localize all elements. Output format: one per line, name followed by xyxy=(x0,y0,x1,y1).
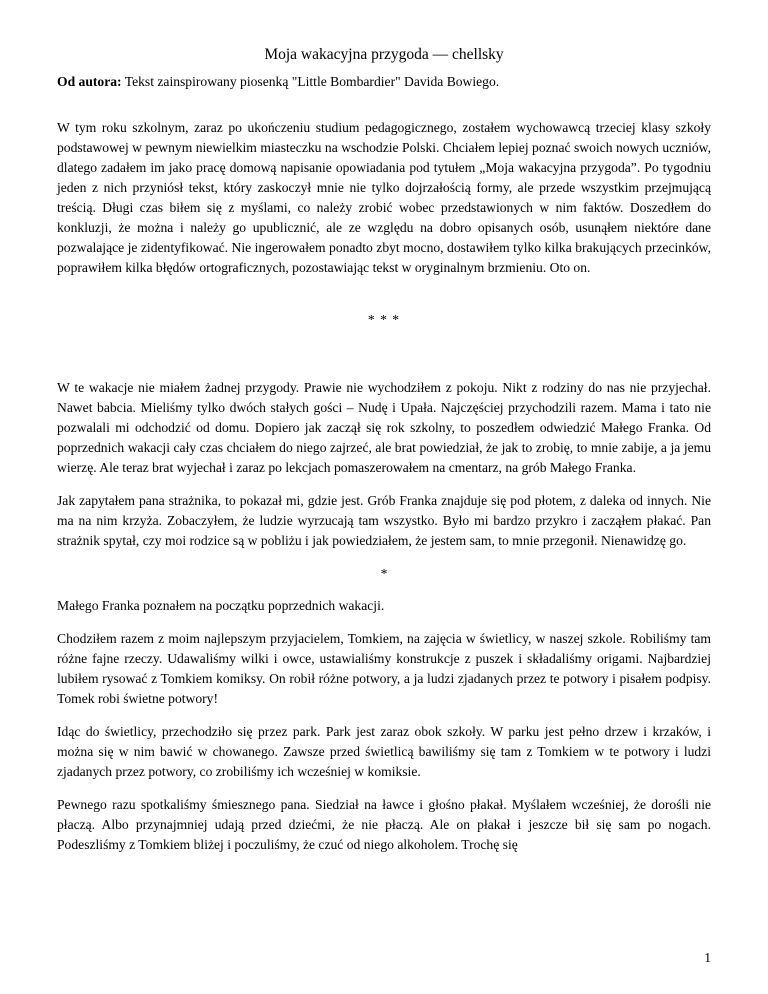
author-note-text: Tekst zainspirowany piosenką "Little Bombardier" Davida Bowiego. xyxy=(121,74,500,89)
paragraph-park: Idąc do świetlicy, przechodziło się przez park. Park jest zaraz obok szkoły. W parku jest pełno drzew i krzaków, i można się w nim bawić w chowanego. Zawsze przed świetlicą bawiliśmy się tam z Tomkiem w te potwory i ludzi zjadanych przez potwory, co zrobiliśmy ich wcześniej w komiksie. xyxy=(57,724,711,779)
author-note-label: Od autora: xyxy=(57,74,122,89)
author-note xyxy=(57,72,711,92)
paragraph-cemetery: Jak zapytałem pana strażnika, to pokazał mi, gdzie jest. Grób Franka znajduje się pod płotem, z daleka od innych. Nie ma na nim krzyża. Zobaczyłem, że ludzie wyrzucają tam wszystko. Było mi bardzo przykro i zacząłem płakać. Pan strażnik spytał, czy moi rodzice są w pobliżu i jak powiedziałem, że jestem sam, to mnie przegonił. Nienawidzę go. xyxy=(57,493,711,548)
section-separator-major: * * * xyxy=(367,312,401,327)
paragraph-crying-man: Pewnego razu spotkaliśmy śmiesznego pana. Siedział na ławce i głośno płakał. Myślałem wcześniej, że dorośli nie płaczą. Albo przynajmniej udają przed dziećmi, że nie płaczą. Ale on płakał i jeszcze bił się sam po nogach. Podeszliśmy z Tomkiem bliżej i poczuliśmy, że czuć od niego alkoholem. Trochę się xyxy=(57,797,711,852)
page-title: Moja wakacyjna przygoda — chellsky xyxy=(264,46,504,63)
paragraph-swietlica: Chodziłem razem z moim najlepszym przyjacielem, Tomkiem, na zajęcia w świetlicy, w naszej szkole. Robiliśmy tam różne fajne rzeczy. Udawaliśmy wilki i owce, ustawialiśmy konstrukcje z puszek i składaliśmy origami. Najbardziej lubiłem rysować z Tomkiem komiksy. On robił różne potwory, a ja ludzi zjadanych przez te potwory i pisałem podpisy. Tomek robi świetne potwory! xyxy=(57,631,711,706)
page-number: 1 xyxy=(704,950,711,965)
paragraph-vacation: W te wakacje nie miałem żadnej przygody. Prawie nie wychodziłem z pokoju. Nikt z rodziny do nas nie przyjechał. Nawet babcia. Mieliśmy tylko dwóch stałych gości – Nudę i Upała. Najczęściej przychodzili razem. Mama i tato nie pozwalali mi odchodzić od domu. Dopiero jak zaczął się rok szkolny, to poszedłem odwiedzić Małego Franka. Od poprzednich wakacji cały czas chciałem do niego zajrzeć, ale brat powiedział, że jak to zrobię, to mnie zabije, a ja jemu wierzę. Ale teraz brat wyjechał i zaraz po lekcjach pomaszerowałem na cmentarz, na grób Małego Franka. xyxy=(57,380,711,475)
paragraph-meeting-franek: Małego Franka poznałem na początku poprzednich wakacji. xyxy=(57,598,385,613)
section-separator-minor: * xyxy=(380,566,388,581)
paragraph-intro: W tym roku szkolnym, zaraz po ukończeniu studium pedagogicznego, zostałem wychowawcą trzeciej klasy szkoły podstawowej w pewnym niewielkim miasteczku na wschodzie Polski. Chciałem lepiej poznać swoich nowych uczniów, dlatego zadałem im jako pracę domową napisanie opowiadania pod tytułem „Moja wakacyjna przygoda”. Po tygodniu jeden z nich przyniósł tekst, który zaskoczył mnie nie tylko dojrzałością formy, ale przede wszystkim przejmującą treścią. Długi czas biłem się z myślami, co należy zrobić wobec przedstawionych w nim faktów. Doszedłem do konkluzji, że można i należy go upublicznić, ale ze względu na dobro opisanych osób, usunąłem niektóre dane pozwalające je zidentyfikować. Nie ingerowałem ponadto zbyt mocno, dostawiłem tylko kilka brakujących przecinków, poprawiłem kilka błędów ortograficznych, pozostawiając tekst w oryginalnym brzmieniu. Oto on. xyxy=(57,120,711,275)
